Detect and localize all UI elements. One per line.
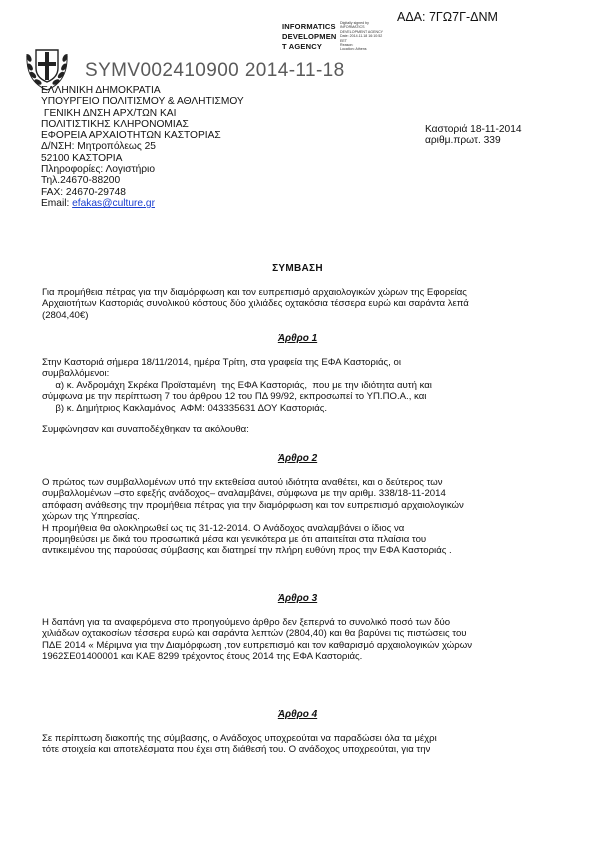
text-line: Σε περίπτωση διακοπής της σύμβασης, ο Ανάδοχος υποχρεούται να παραδώσει όλα τα μέχρι: [42, 733, 437, 744]
contact-line: Πληροφορίες: Λογιστήριο: [41, 164, 155, 176]
text-line: συμβαλλομένων –στο εφεξής ανάδοχος– αναλαμβάνει, σύμφωνα με την αριθμ. 338/18-11-2014: [42, 488, 446, 500]
email-link[interactable]: efakas@culture.gr: [72, 197, 155, 209]
article-3-body: [42, 617, 554, 663]
text-line: συμβαλλόμενοι:: [42, 368, 110, 380]
signer-logo-text: [282, 22, 337, 52]
issuer-line: ΓΕΝΙΚΗ ΔΝΣΗ ΑΡΧ/ΤΩΝ ΚΑΙ: [41, 107, 177, 119]
signer-logo-line: INFORMATICS: [282, 22, 336, 31]
document-title: ΣΥΜΒΑΣΗ: [272, 263, 323, 274]
signature-detail-line: INFORMATICS: [340, 25, 365, 30]
document-date: Καστοριά 18-11-2014: [425, 124, 522, 135]
protocol-number: αριθμ.πρωτ. 339: [425, 135, 501, 147]
article-1-body: [42, 357, 554, 435]
signature-detail-line: Digitally signed by: [340, 21, 369, 25]
text-line: Η δαπάνη για τα αναφερόμενα στο προηγούμενο άρθρο δεν ξεπερνά το συνολικό ποσό των δύο: [42, 617, 451, 628]
blank-line: [42, 414, 554, 424]
phone-line: Τηλ.24670-88200: [41, 175, 121, 187]
issuer-line: ΥΠΟΥΡΓΕΙΟ ΠΟΛΙΤΙΣΜΟΥ & ΑΘΛΗΤΙΣΜΟΥ: [41, 96, 244, 108]
text-line: τότε στοιχεία και αποτελέσματα που έχει στη διάθεσή του. Ο ανάδοχος υποχρεούται, για την: [42, 744, 431, 756]
text-line: απόφαση ανάθεσης την προμήθεια πέτρας για την διαμόρφωση και τον ευπρεπισμό αρχαιολογικών: [42, 499, 464, 511]
text-line: αντικειμένου της παρούσας σύμβασης και διατηρεί την πλήρη ευθύνη προς την ΕΦΑ Καστοριάς .: [42, 545, 452, 557]
email-line: [41, 198, 244, 209]
ada-code: ΑΔΑ: 7ΓΩ7Γ-ΔΝΜ: [397, 10, 498, 24]
article-2-body: [42, 477, 554, 557]
digital-signature-details: [340, 21, 383, 52]
address-line: 52100 ΚΑΣΤΟΡΙΑ: [41, 152, 123, 164]
article-3-heading: Άρθρο 3: [277, 593, 318, 604]
article-1-heading: Άρθρο 1: [277, 333, 318, 344]
issuer-line: ΕΦΟΡΕΙΑ ΑΡΧΑΙΟΤΗΤΩΝ ΚΑΣΤΟΡΙΑΣ: [41, 130, 221, 142]
text-line: α) κ. Ανδρομάχη Σκρέκα Προϊσταμένη της ΕΦΑ Καστοριάς, που με την ιδιότητα αυτή και: [42, 379, 432, 391]
text-line: σύμφωνα με την περίπτωση 7 του άρθρου 12 του ΠΔ 99/92, εκπροσωπεί το ΥΠ.ΠΟ.Α., και: [42, 391, 427, 403]
article-4-heading: Άρθρο 4: [277, 709, 318, 720]
signer-logo-line: T AGENCY: [282, 42, 323, 51]
text-line: Συμφώνησαν και συναποδέχθηκαν τα ακόλουθα:: [42, 424, 249, 436]
date-protocol-block: [425, 124, 522, 147]
signature-detail-line: Date: 2014.11.18 16:10:52: [340, 34, 383, 39]
text-line: 1962ΣΕ01400001 και ΚΑΕ 8299 τρέχοντος έτους 2014 της ΕΦΑ Καστοριάς.: [42, 651, 363, 663]
email-label: Email:: [41, 197, 73, 209]
signature-detail-line: Location: Athens: [340, 47, 367, 52]
signature-detail-line: DEVELOPMENT AGENCY: [340, 29, 384, 34]
signer-logo-line: DEVELOPMEN: [282, 32, 337, 41]
registration-watermark: SYMV002410900 2014-11-18: [85, 60, 345, 81]
issuer-line: ΕΛΛΗΝΙΚΗ ΔΗΜΟΚΡΑΤΙΑ: [41, 85, 161, 96]
article-2-heading: Άρθρο 2: [277, 453, 318, 464]
text-line: Στην Καστοριά σήμερα 18/11/2014, ημέρα Τρίτη, στα γραφεία της ΕΦΑ Καστοριάς, οι: [42, 357, 401, 368]
text-line: (2804,40€): [42, 309, 89, 321]
text-line: προμηθεύσει με δικά του προσωπικά μέσα και γενικότερα με ότι απαιτείται στα πλαίσια του: [42, 534, 427, 546]
text-line: Η προμήθεια θα ολοκληρωθεί ως τις 31-12-2014. Ο Ανάδοχος αναλαμβάνει ο ίδιος να: [42, 522, 405, 534]
text-line: Αρχαιοτήτων Καστοριάς συνολικού κόστους δύο χιλιάδες οχτακόσια τέσσερα ευρώ και σαράντα λεπά: [42, 298, 469, 310]
signature-detail-line: Reason:: [340, 43, 354, 48]
issuer-line: ΠΟΛΙΤΙΣΤΙΚΗΣ ΚΛΗΡΟΝΟΜΙΑΣ: [41, 118, 189, 130]
intro-paragraph: [42, 287, 554, 321]
text-line: ΠΔΕ 2014 « Μέριμνα για την Διαμόρφωση ,τον ευπρεπισμό και τον καθαρισμό αρχαιολογικών χώρων: [42, 639, 473, 651]
signature-detail-line: EET: [340, 38, 347, 43]
fax-line: FAX: 24670-29748: [41, 186, 126, 198]
text-line: Για προμήθεια πέτρας για την διαμόρφωση και τον ευπρεπισμό αρχαιολογικών χώρων της Εφορείας: [42, 287, 467, 298]
address-line: Δ/ΝΣΗ: Μητροπόλεως 25: [41, 141, 156, 153]
text-line: χιλιάδων οχτακοσίων τέσσερα ευρώ και σαράντα λεπτών (2804,40) και θα βαρύνει τις πιστώσεις του: [42, 628, 467, 640]
article-4-body: [42, 733, 554, 756]
text-line: χώρων της Υπηρεσίας.: [42, 511, 140, 523]
text-line: β) κ. Δημήτριος Κακλαμάνος ΑΦΜ: 043335631 ΔΟΥ Καστοριάς.: [42, 402, 328, 414]
text-line: Ο πρώτος των συμβαλλομένων υπό την εκτεθείσα αυτού ιδιότητα αναθέτει, και ο δεύτερος των: [42, 477, 443, 488]
issuer-block: [41, 85, 244, 209]
